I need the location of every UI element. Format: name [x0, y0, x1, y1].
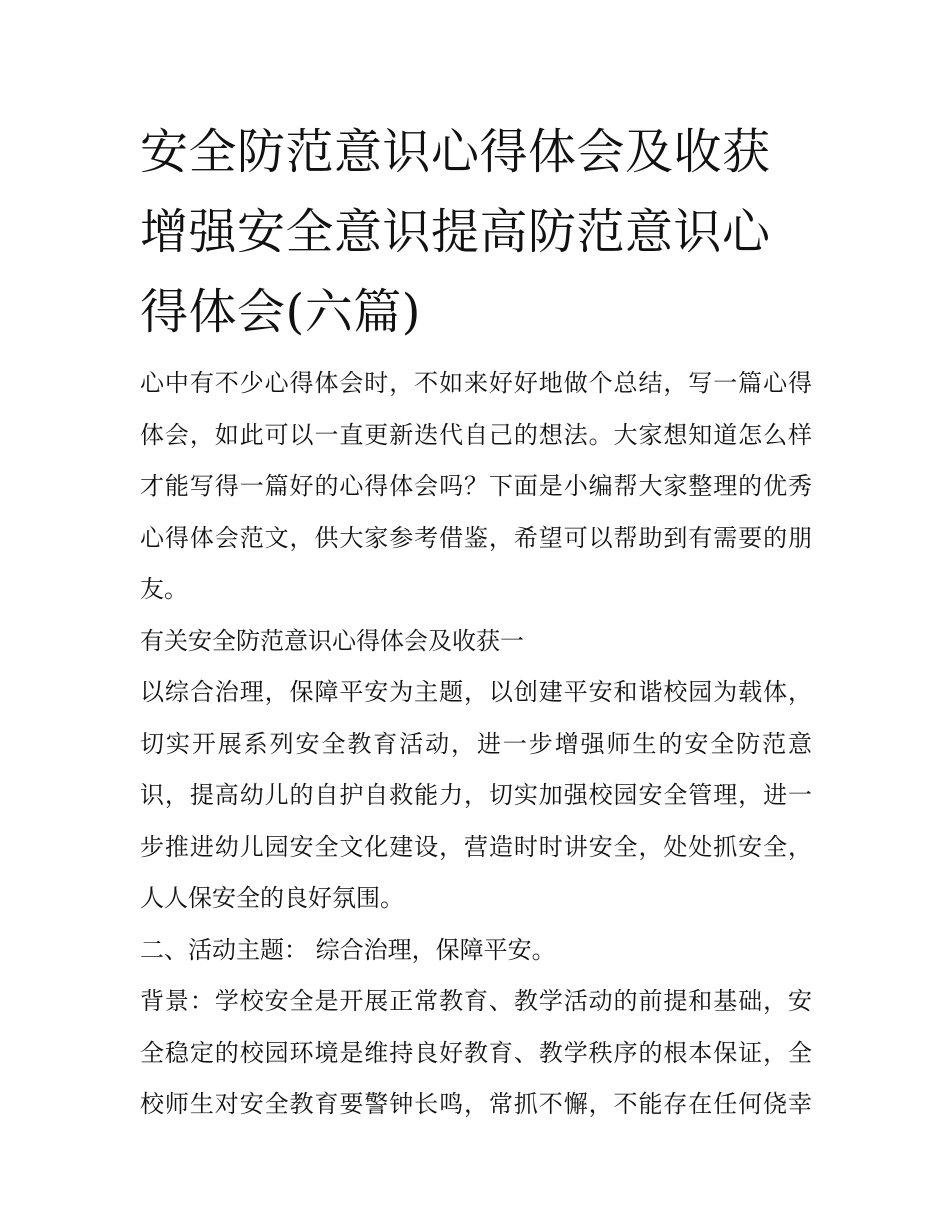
document-title — [140, 112, 812, 352]
section-paragraph-line-4: 步推进幼儿园安全文化建设，营造时时讲安全，处处抓安全， — [140, 832, 812, 861]
document-page — [140, 112, 812, 1131]
section-heading: 有关安全防范意识心得体会及收获一 — [140, 626, 524, 655]
intro-paragraph-line-2: 体会，如此可以一直更新迭代自己的想法。大家想知道怎么样 — [140, 420, 812, 449]
intro-paragraph-line-4: 心得体会范文，供大家参考借鉴，希望可以帮助到有需要的朋 — [140, 523, 812, 552]
title-line-3: 得体会(六篇) — [140, 284, 421, 340]
document-body — [140, 358, 812, 1131]
section-paragraph-line-1: 以综合治理，保障平安为主题，以创建平安和谐校园为载体， — [140, 678, 812, 706]
section-paragraph-line-3: 识，提高幼儿的自护自救能力，切实加强校园安全管理，进一 — [140, 781, 812, 809]
intro-paragraph-line-1: 心中有不少心得体会时，不如来好好地做个总结，写一篇心得 — [140, 369, 812, 397]
background-paragraph-line-2: 全稳定的校园环境是维持良好教育、教学秩序的根本保证，全 — [140, 1038, 812, 1067]
background-paragraph-line-3: 校师生对安全教育要警钟长鸣，常抓不懈，不能存在任何侥幸 — [140, 1090, 812, 1118]
intro-paragraph-line-5: 友。 — [140, 575, 188, 603]
intro-paragraph-line-3: 才能写得一篇好的心得体会吗？下面是小编帮大家整理的优秀 — [140, 472, 812, 500]
title-line-1: 安全防范意识心得体会及收获 — [140, 124, 771, 180]
activity-theme-line: 二、活动主题： 综合治理，保障平安。 — [140, 935, 556, 964]
background-paragraph-line-1: 背景：学校安全是开展正常教育、教学活动的前提和基础，安 — [140, 987, 812, 1015]
title-line-2: 增强安全意识提高防范意识心 — [140, 204, 771, 260]
section-paragraph-line-2: 切实开展系列安全教育活动，进一步增强师生的安全防范意 — [140, 729, 812, 758]
section-paragraph-line-5: 人人保安全的良好氛围。 — [140, 884, 404, 912]
